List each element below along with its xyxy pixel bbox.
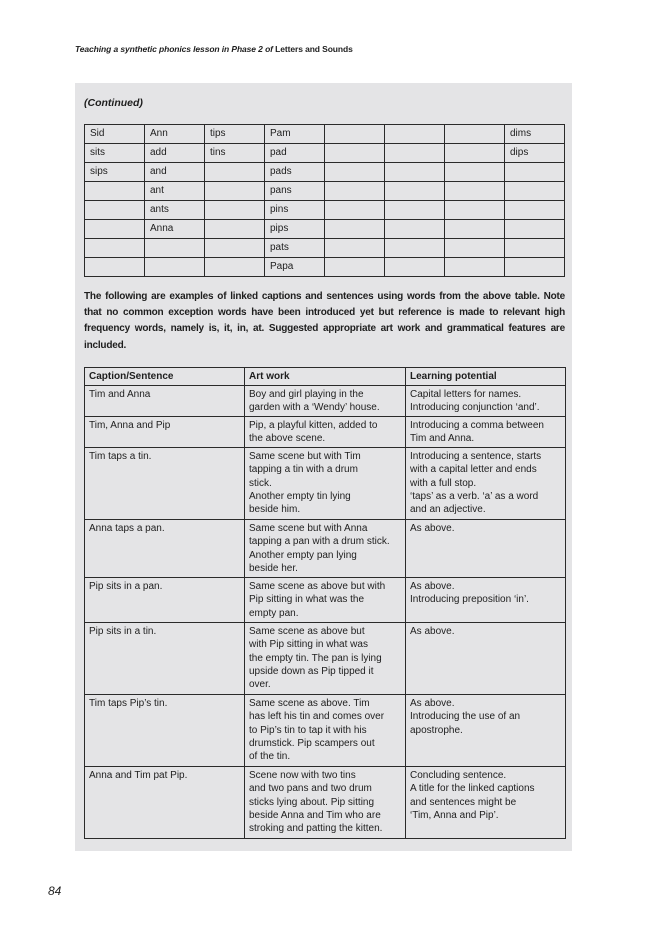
word-cell bbox=[325, 144, 385, 163]
word-cell bbox=[325, 182, 385, 201]
caption-table bbox=[84, 367, 566, 839]
cell-text-line: Same scene but with Anna bbox=[249, 523, 368, 535]
cell-text-line: Same scene but with Tim bbox=[249, 451, 361, 463]
word-cell bbox=[445, 258, 505, 277]
cell-text-line: Introducing a sentence, starts bbox=[410, 451, 542, 463]
cell-text-line: has left his tin and comes over bbox=[249, 711, 385, 723]
word-cell bbox=[205, 239, 265, 258]
cell-text-line: Introducing a comma between bbox=[410, 420, 544, 432]
cell-text-line: Anna and Tim pat Pip. bbox=[89, 770, 188, 782]
word-cell bbox=[205, 182, 265, 201]
cell-text-line: Same scene as above but bbox=[249, 626, 365, 638]
word-table-row bbox=[85, 163, 565, 182]
word-cell bbox=[505, 182, 565, 201]
learning-potential-cell bbox=[406, 578, 566, 623]
word-cell bbox=[85, 182, 145, 201]
word-cell bbox=[505, 258, 565, 277]
word-table-row bbox=[85, 239, 565, 258]
word-cell bbox=[325, 220, 385, 239]
cell-text-line: ‘taps’ as a verb. ‘a’ as a word bbox=[410, 490, 539, 502]
word-cell bbox=[445, 201, 505, 220]
art-work-cell bbox=[245, 623, 406, 695]
cell-text-line: apostrophe. bbox=[410, 724, 463, 736]
cell-text-line: Tim and Anna. bbox=[410, 433, 475, 445]
header-caption-sentence: Caption/Sentence bbox=[85, 368, 245, 386]
cell-text-line: Tim taps Pip’s tin. bbox=[89, 698, 168, 710]
caption-table-row bbox=[85, 767, 566, 839]
word-cell bbox=[385, 125, 445, 144]
word-cell bbox=[385, 239, 445, 258]
caption-cell bbox=[85, 578, 245, 623]
learning-potential-cell bbox=[406, 448, 566, 520]
cell-text-line: Same scene as above. Tim bbox=[249, 698, 370, 710]
word-cell bbox=[505, 163, 565, 182]
cell-text-line: and two pans and two drum bbox=[249, 783, 372, 795]
word-cell bbox=[205, 163, 265, 182]
word-table-row bbox=[85, 144, 565, 163]
cell-text-line: beside her. bbox=[249, 562, 298, 574]
word-cell bbox=[505, 239, 565, 258]
word-table-row bbox=[85, 258, 565, 277]
cell-text-line: and sentences might be bbox=[410, 796, 517, 808]
word-cell bbox=[145, 258, 205, 277]
word-table-row bbox=[85, 220, 565, 239]
word-table-row bbox=[85, 201, 565, 220]
word-cell bbox=[445, 220, 505, 239]
header-learning-potential: Learning potential bbox=[406, 368, 566, 386]
caption-cell bbox=[85, 417, 245, 448]
cell-text-line: with a full stop. bbox=[410, 477, 477, 489]
page-number: 84 bbox=[48, 884, 62, 898]
caption-cell bbox=[85, 386, 245, 417]
word-cell: pins bbox=[265, 201, 325, 220]
word-cell: pans bbox=[265, 182, 325, 201]
word-cell bbox=[85, 239, 145, 258]
cell-text-line: As above. bbox=[410, 626, 455, 638]
header-art-work: Art work bbox=[245, 368, 406, 386]
word-cell: Pam bbox=[265, 125, 325, 144]
cell-text-line: As above. bbox=[410, 698, 455, 710]
cell-text-line: Scene now with two tins bbox=[249, 770, 356, 782]
cell-text-line: over. bbox=[249, 678, 271, 690]
word-cell: tins bbox=[205, 144, 265, 163]
word-cell bbox=[445, 163, 505, 182]
cell-text-line: Introducing preposition ‘in’. bbox=[410, 594, 529, 606]
cell-text-line: Pip, a playful kitten, added to bbox=[249, 420, 378, 432]
cell-text-line: with Pip sitting in what was bbox=[249, 639, 368, 651]
running-header-series: Letters and Sounds bbox=[275, 44, 353, 54]
cell-text-line: and an adjective. bbox=[410, 503, 486, 515]
word-cell bbox=[385, 258, 445, 277]
word-cell: ant bbox=[145, 182, 205, 201]
word-cell: dips bbox=[505, 144, 565, 163]
word-cell: sips bbox=[85, 163, 145, 182]
word-cell bbox=[85, 258, 145, 277]
cell-text-line: Introducing the use of an bbox=[410, 711, 521, 723]
art-work-cell bbox=[245, 767, 406, 839]
content-panel bbox=[75, 83, 572, 851]
word-cell: sits bbox=[85, 144, 145, 163]
word-cell: pads bbox=[265, 163, 325, 182]
word-cell bbox=[145, 239, 205, 258]
word-cell bbox=[325, 163, 385, 182]
word-cell bbox=[205, 258, 265, 277]
word-cell: dims bbox=[505, 125, 565, 144]
word-cell bbox=[325, 125, 385, 144]
word-cell: ants bbox=[145, 201, 205, 220]
word-cell: and bbox=[145, 163, 205, 182]
word-cell: pad bbox=[265, 144, 325, 163]
cell-text-line: drumstick. Pip scampers out bbox=[249, 737, 375, 749]
cell-text-line: the empty tin. The pan is lying bbox=[249, 652, 382, 664]
cell-text-line: Capital letters for names. bbox=[410, 389, 522, 400]
art-work-cell bbox=[245, 448, 406, 520]
word-cell bbox=[325, 201, 385, 220]
cell-text-line: As above. bbox=[410, 581, 455, 593]
word-cell bbox=[325, 239, 385, 258]
cell-text-line: with a capital letter and ends bbox=[410, 464, 537, 476]
cell-text-line: tapping a pan with a drum stick. bbox=[249, 536, 390, 548]
word-table-row bbox=[85, 182, 565, 201]
word-cell bbox=[385, 144, 445, 163]
caption-table-row bbox=[85, 578, 566, 623]
word-cell bbox=[445, 125, 505, 144]
learning-potential-cell bbox=[406, 520, 566, 578]
word-cell bbox=[385, 201, 445, 220]
word-cell: pats bbox=[265, 239, 325, 258]
cell-text-line: Tim taps a tin. bbox=[89, 451, 152, 463]
word-cell bbox=[325, 258, 385, 277]
word-cell bbox=[385, 220, 445, 239]
art-work-cell bbox=[245, 520, 406, 578]
learning-potential-cell bbox=[406, 695, 566, 767]
word-cell: pips bbox=[265, 220, 325, 239]
art-work-cell bbox=[245, 417, 406, 448]
word-cell: Anna bbox=[145, 220, 205, 239]
caption-table-row bbox=[85, 417, 566, 448]
cell-text-line: Introducing conjunction ‘and’. bbox=[410, 402, 540, 414]
cell-text-line: of the tin. bbox=[249, 750, 291, 762]
word-cell bbox=[85, 220, 145, 239]
cell-text-line: Anna taps a pan. bbox=[89, 523, 165, 535]
intro-paragraph: The following are examples of linked captions and sentences using words from the above table. Note that no common exception words have been introduced yet but reference is made to relevant high frequency words, namely is, it, in, at. Suggested appropriate art work and grammatical features are included. bbox=[84, 291, 565, 351]
word-cell bbox=[445, 144, 505, 163]
word-cell bbox=[505, 201, 565, 220]
caption-cell bbox=[85, 520, 245, 578]
cell-text-line: Tim and Anna bbox=[89, 389, 151, 400]
caption-cell bbox=[85, 623, 245, 695]
word-cell bbox=[205, 201, 265, 220]
caption-table-row bbox=[85, 695, 566, 767]
word-cell bbox=[505, 220, 565, 239]
learning-potential-cell bbox=[406, 386, 566, 417]
word-cell bbox=[385, 163, 445, 182]
cell-text-line: empty pan. bbox=[249, 607, 299, 619]
cell-text-line: garden with a ‘Wendy’ house. bbox=[249, 402, 380, 414]
art-work-cell bbox=[245, 386, 406, 417]
cell-text-line: Boy and girl playing in the bbox=[249, 389, 364, 400]
caption-table-row bbox=[85, 623, 566, 695]
cell-text-line: As above. bbox=[410, 523, 455, 535]
word-cell bbox=[205, 220, 265, 239]
cell-text-line: Tim, Anna and Pip bbox=[89, 420, 171, 432]
word-cell: add bbox=[145, 144, 205, 163]
cell-text-line: Another empty tin lying bbox=[249, 490, 351, 502]
art-work-cell bbox=[245, 695, 406, 767]
cell-text-line: stroking and patting the kitten. bbox=[249, 822, 383, 834]
learning-potential-cell bbox=[406, 417, 566, 448]
word-cell bbox=[445, 239, 505, 258]
learning-potential-cell bbox=[406, 623, 566, 695]
cell-text-line: tapping a tin with a drum bbox=[249, 464, 358, 476]
caption-cell bbox=[85, 767, 245, 839]
cell-text-line: beside him. bbox=[249, 503, 301, 515]
cell-text-line: beside Anna and Tim who are bbox=[249, 809, 381, 821]
continued-label: (Continued) bbox=[84, 97, 143, 109]
word-cell bbox=[85, 201, 145, 220]
word-cell bbox=[385, 182, 445, 201]
cell-text-line: Pip sits in a tin. bbox=[89, 626, 157, 638]
cell-text-line: Another empty pan lying bbox=[249, 549, 357, 561]
word-cell: Ann bbox=[145, 125, 205, 144]
word-cell: Sid bbox=[85, 125, 145, 144]
word-cell bbox=[445, 182, 505, 201]
cell-text-line: Concluding sentence. bbox=[410, 770, 507, 782]
cell-text-line: ‘Tim, Anna and Pip’. bbox=[410, 809, 499, 821]
cell-text-line: A title for the linked captions bbox=[410, 783, 535, 795]
cell-text-line: upside down as Pip tipped it bbox=[249, 665, 374, 677]
cell-text-line: Same scene as above but with bbox=[249, 581, 386, 593]
caption-cell bbox=[85, 448, 245, 520]
caption-cell bbox=[85, 695, 245, 767]
cell-text-line: Pip sitting in what was the bbox=[249, 594, 365, 606]
running-header bbox=[75, 44, 353, 54]
word-cell: Papa bbox=[265, 258, 325, 277]
cell-text-line: to Pip’s tin to tap it with his bbox=[249, 724, 367, 736]
cell-text-line: Pip sits in a pan. bbox=[89, 581, 163, 593]
word-table-row bbox=[85, 125, 565, 144]
word-table bbox=[84, 124, 565, 277]
cell-text-line: stick. bbox=[249, 477, 272, 489]
cell-text-line: the above scene. bbox=[249, 433, 326, 445]
caption-table-row bbox=[85, 520, 566, 578]
caption-table-row bbox=[85, 448, 566, 520]
word-cell: tips bbox=[205, 125, 265, 144]
running-header-title: Teaching a synthetic phonics lesson in Phase 2 of bbox=[75, 44, 273, 54]
learning-potential-cell bbox=[406, 767, 566, 839]
caption-table-header-row bbox=[85, 368, 566, 386]
caption-table-row bbox=[85, 386, 566, 417]
art-work-cell bbox=[245, 578, 406, 623]
cell-text-line: sticks lying about. Pip sitting bbox=[249, 796, 375, 808]
